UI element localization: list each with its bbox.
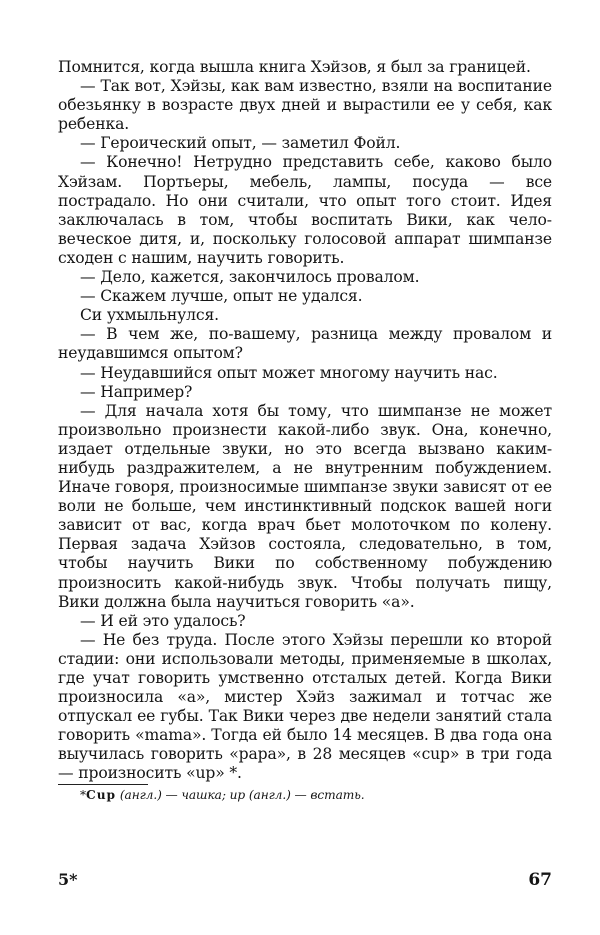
paragraph-10: — Например? (80, 382, 193, 401)
paragraph-1: Помнится, когда вышла книга Хэйзов, я был за границей. (58, 58, 531, 76)
page-footer (58, 870, 552, 890)
paragraph-6: — Скажем лучше, опыт не удался. (80, 287, 363, 306)
paragraph-9: — Неудавшийся опыт может многому научить нас. (80, 363, 498, 382)
footnote-gloss-up: (англ.) — встать. (248, 787, 365, 802)
footnote-divider (58, 784, 148, 785)
paragraph-3: — Героический опыт, — заметил Фойл. (80, 134, 401, 153)
paragraph-5: — Дело, кажется, закончилось провалом. (80, 268, 420, 287)
footnote-term-cup: Cup (86, 787, 117, 802)
paragraph-12: — И ей это удалось? (80, 611, 246, 630)
footnote-term-up: up (229, 787, 246, 802)
footnote (58, 787, 552, 803)
paragraph-2: — Так вот, Хэйзы, как вам известно, взяли на воспитание обезьянку в возрасте двух дней и вырастили ее у себя, как ребенка. (58, 77, 552, 134)
footnote-marker: * (80, 787, 86, 802)
paragraph-4: — Конечно! Нетрудно представить себе, каково было Хэйзам. Портьеры, мебель, лампы, посуда — все пострадало. Но они считали, что опыт того стоит. Идея заключалась в том, чтобы воспитать Вики, как человеческое дитя, и, поскольку голосовой аппарат шимпанзе сходен с нашим, научить говорить. (58, 153, 552, 267)
footnote-gloss-cup: (англ.) — чашка; (119, 787, 226, 802)
paragraph-13: — Не без труда. После этого Хэйзы перешли ко второй стадии: они использовали методы, применяемые в школах, где учат говорить умственно отсталых детей. Когда Вики произносила «а», мистер Хэйз зажимал и тотчас же отпускал ее губы. Так Вики через две недели занятий стала говорить «mama». Тогда ей было 14 месяцев. В два года она выучилась говорить «рара», в 28 месяцев «cup» в три года — произносить «up» *. (58, 630, 552, 783)
paragraph-8: — В чем же, по-вашему, разница между провалом и неудавшимся опытом? (58, 325, 552, 363)
signature-mark: 5* (58, 870, 78, 889)
paragraph-11: — Для начала хотя бы тому, что шимпанзе не может произвольно произнести какой-либо звук. Она, конечно, издает отдельные звуки, но это всегда вызвано каким-нибудь раздражителем, а не внутренним побуждением. Иначе говоря, произносимые шимпанзе звуки зависят от ее воли не больше, чем инстинктивный подскок вашей ноги зависит от вас, когда врач бьет молоточком по колену. Первая задача Хэйзов состояла, следовательно, в том, чтобы научить Вики по собственному побуждению произносить какой-нибудь звук. Чтобы получать пищу, Вики должна была научиться говорить «а». (58, 401, 552, 611)
paragraph-7: Си ухмыльнулся. (80, 306, 219, 325)
page-number: 67 (528, 870, 552, 890)
page-body (58, 58, 552, 803)
